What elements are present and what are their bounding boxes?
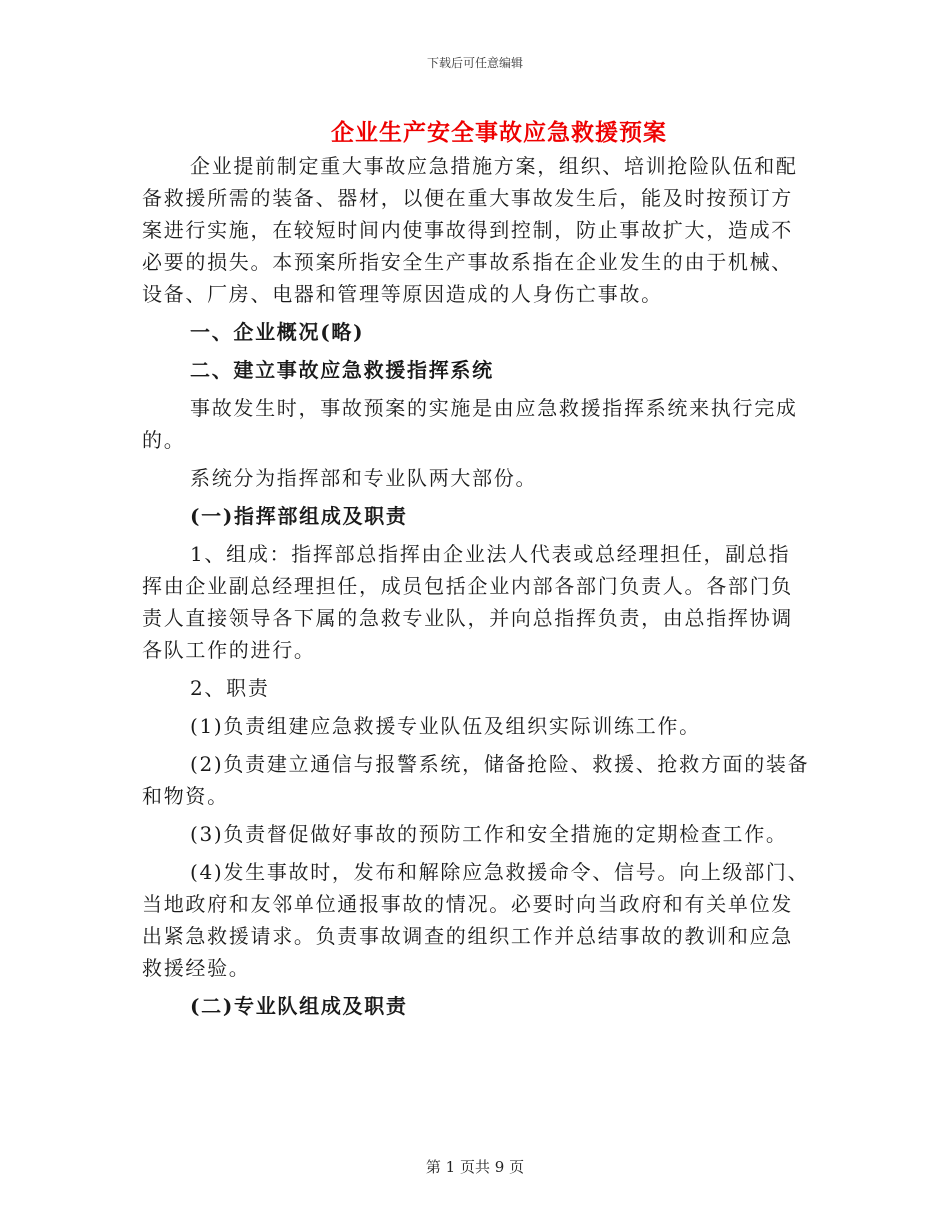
section-heading-overview: 一、企业概况(略) xyxy=(190,320,365,344)
paragraph-composition: 1、组成：指挥部总指挥由企业法人代表或总经理担任，副总指挥由企业副总经理担任，成员包括企业内部各部门负责人。各部门负责人直接领导各下属的急救专业队，并向总指挥负责，由总指挥协调各队工作的进行。 xyxy=(142,542,793,662)
page-header-note: 下载后可任意编辑 xyxy=(426,56,523,70)
page-number: 第 1 页共 9 页 xyxy=(425,1158,525,1176)
duty-item-2: (2)负责建立通信与报警系统，储备抢险、救援、抢救方面的装备和物资。 xyxy=(142,752,810,808)
subsection-heading-professional-team: (二)专业队组成及职责 xyxy=(190,994,408,1018)
paragraph-command-system: 事故发生时，事故预案的实施是由应急救援指挥系统来执行完成的。 xyxy=(142,396,798,452)
section-heading-command-system: 二、建立事故应急救援指挥系统 xyxy=(190,358,494,382)
duty-item-3: (3)负责督促做好事故的预防工作和安全措施的定期检查工作。 xyxy=(190,822,788,846)
duty-item-1: (1)负责组建应急救援专业队伍及组织实际训练工作。 xyxy=(190,714,701,738)
document-body xyxy=(142,150,810,1022)
document-title: 企业生产安全事故应急救援预案 xyxy=(331,119,667,146)
subsection-heading-headquarters: (一)指挥部组成及职责 xyxy=(190,504,408,528)
paragraph-system-parts: 系统分为指挥部和专业队两大部份。 xyxy=(190,466,538,490)
intro-paragraph: 企业提前制定重大事故应急措施方案，组织、培训抢险队伍和配备救援所需的装备、器材，以便在重大事故发生后，能及时按预订方案进行实施，在较短时间内使事故得到控制，防止事故扩大，造成不必要的损失。本预案所指安全生产事故系指在企业发生的由于机械、设备、厂房、电器和管理等原因造成的人身伤亡事故。 xyxy=(142,154,798,306)
paragraph-duties-label: 2、职责 xyxy=(190,676,270,700)
duty-item-4: (4)发生事故时，发布和解除应急救援命令、信号。向上级部门、当地政府和友邻单位通报事故的情况。必要时向当政府和有关单位发出紧急救援请求。负责事故调查的组织工作并总结事故的教训和应急救援经验。 xyxy=(142,860,810,980)
